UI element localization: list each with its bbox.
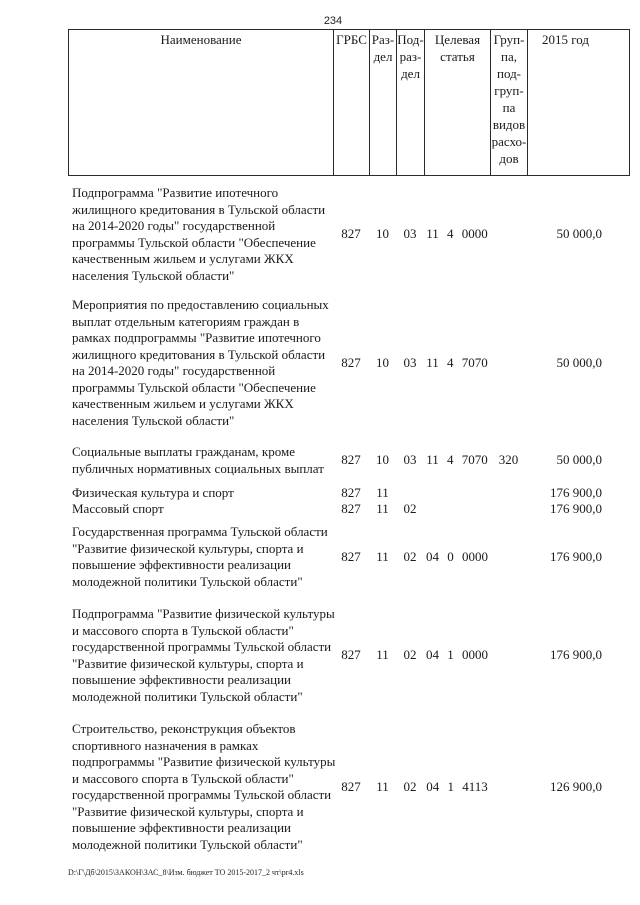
cell-celevaya-statya: 04 1 4113 bbox=[426, 778, 488, 794]
cell-podrazdel: 03 bbox=[403, 452, 417, 468]
cell-amount-2015: 50 000,0 bbox=[556, 354, 602, 370]
cell-grbs: 827 bbox=[341, 354, 361, 370]
cell-grbs: 827 bbox=[341, 647, 361, 663]
cell-podrazdel: 02 bbox=[403, 647, 417, 663]
cell-podrazdel: 03 bbox=[403, 226, 417, 242]
cell-grbs: 827 bbox=[341, 226, 361, 242]
cell-amount-2015: 176 900,0 bbox=[550, 485, 602, 500]
cell-amount-2015: 176 900,0 bbox=[550, 501, 602, 516]
cell-celevaya-statya: 04 0 0000 bbox=[426, 548, 488, 564]
cell-podrazdel: 03 bbox=[403, 354, 417, 370]
table-row bbox=[72, 485, 602, 502]
cell-podrazdel: 02 bbox=[403, 548, 417, 564]
table-row bbox=[72, 444, 602, 477]
table-row bbox=[72, 606, 602, 705]
file-path-footer: D:\Г\Дб\2015\ЗАКОН\ЗАС_8\Изм. бюджет ТО 2015-2017_2 чт\pr4.xls bbox=[68, 868, 304, 877]
table-row bbox=[72, 721, 602, 853]
cell-razdel: 10 bbox=[376, 226, 389, 242]
table-row bbox=[72, 501, 602, 518]
cell-razdel: 11 bbox=[376, 548, 389, 564]
row-name: Строительство, реконструкция объектов спортивного назначения в рамках подпрограммы "Развитие физической культуры и массового спорта в Тульской области" государственной программы Тульской области "Развитие физической культуры, спорта и повышение эффективности реализации молодежной политики Тульской области" bbox=[72, 721, 336, 852]
cell-razdel: 11 bbox=[376, 485, 389, 500]
cell-razdel: 11 bbox=[376, 778, 389, 794]
cell-razdel: 10 bbox=[376, 452, 389, 468]
row-name: Мероприятия по предоставлению социальных выплат отдельным категориям граждан в рамках подпрограммы "Развитие ипотечного жилищного кредитования в Тульской области на 2014-2020 годы" государственной программы Тульской области "Обеспечение качественным жильем и услугами ЖКХ населения Тульской области" bbox=[72, 297, 329, 428]
cell-razdel: 11 bbox=[376, 647, 389, 663]
row-name: Массовый спорт bbox=[72, 501, 164, 516]
table-header bbox=[68, 29, 630, 176]
cell-razdel: 11 bbox=[376, 501, 389, 516]
cell-grbs: 827 bbox=[341, 452, 361, 468]
table-row bbox=[72, 297, 602, 429]
cell-celevaya-statya: 11 4 7070 bbox=[426, 354, 488, 370]
cell-amount-2015: 126 900,0 bbox=[550, 778, 602, 794]
cell-podrazdel: 02 bbox=[403, 778, 417, 794]
cell-razdel: 10 bbox=[376, 354, 389, 370]
header-podrazdel: Под- раз- дел bbox=[396, 30, 424, 175]
cell-grbs: 827 bbox=[341, 501, 361, 516]
header-celevaya-statya: Целевая статья bbox=[424, 30, 490, 175]
table-row bbox=[72, 524, 602, 590]
page-number: 234 bbox=[323, 15, 343, 27]
table-row bbox=[72, 185, 602, 284]
row-name: Государственная программа Тульской области "Развитие физической культуры, спорта и повышение эффективности реализации молодежной политики Тульской области" bbox=[72, 524, 328, 589]
row-name: Физическая культура и спорт bbox=[72, 485, 234, 500]
cell-celevaya-statya: 11 4 0000 bbox=[426, 226, 488, 242]
cell-amount-2015: 50 000,0 bbox=[556, 226, 602, 242]
row-name: Социальные выплаты гражданам, кроме публичных нормативных социальных выплат bbox=[72, 444, 324, 476]
header-gruppa-vidov-rashodov: Груп- па, под- груп- па видов расхо- дов bbox=[490, 30, 527, 175]
header-name: Наименование bbox=[160, 32, 242, 47]
cell-grbs: 827 bbox=[341, 778, 361, 794]
cell-grbs: 827 bbox=[341, 548, 361, 564]
cell-grbs: 827 bbox=[341, 485, 361, 500]
cell-podrazdel: 02 bbox=[403, 501, 417, 516]
cell-amount-2015: 50 000,0 bbox=[556, 452, 602, 468]
header-razdel: Раз- дел bbox=[369, 30, 396, 175]
cell-amount-2015: 176 900,0 bbox=[550, 548, 602, 564]
cell-celevaya-statya: 11 4 7070 bbox=[426, 452, 488, 468]
row-name: Подпрограмма "Развитие физической культуры и массового спорта в Тульской области" государственной программы Тульской области "Развитие физической культуры, спорта и повышение эффективности реализации молодежной политики Тульской области" bbox=[72, 606, 335, 704]
cell-gruppa-vidov-rashodov: 320 bbox=[498, 452, 519, 468]
row-name: Подпрограмма "Развитие ипотечного жилищного кредитования в Тульской области на 2014-2020 годы" государственной программы Тульской области "Обеспечение качественным жильем и услугами ЖКХ населения Тульской области" bbox=[72, 185, 326, 283]
cell-celevaya-statya: 04 1 0000 bbox=[426, 647, 488, 663]
header-year-2015: 2015 год bbox=[527, 30, 629, 175]
header-grbs: ГРБС bbox=[333, 30, 369, 175]
cell-amount-2015: 176 900,0 bbox=[550, 647, 602, 663]
